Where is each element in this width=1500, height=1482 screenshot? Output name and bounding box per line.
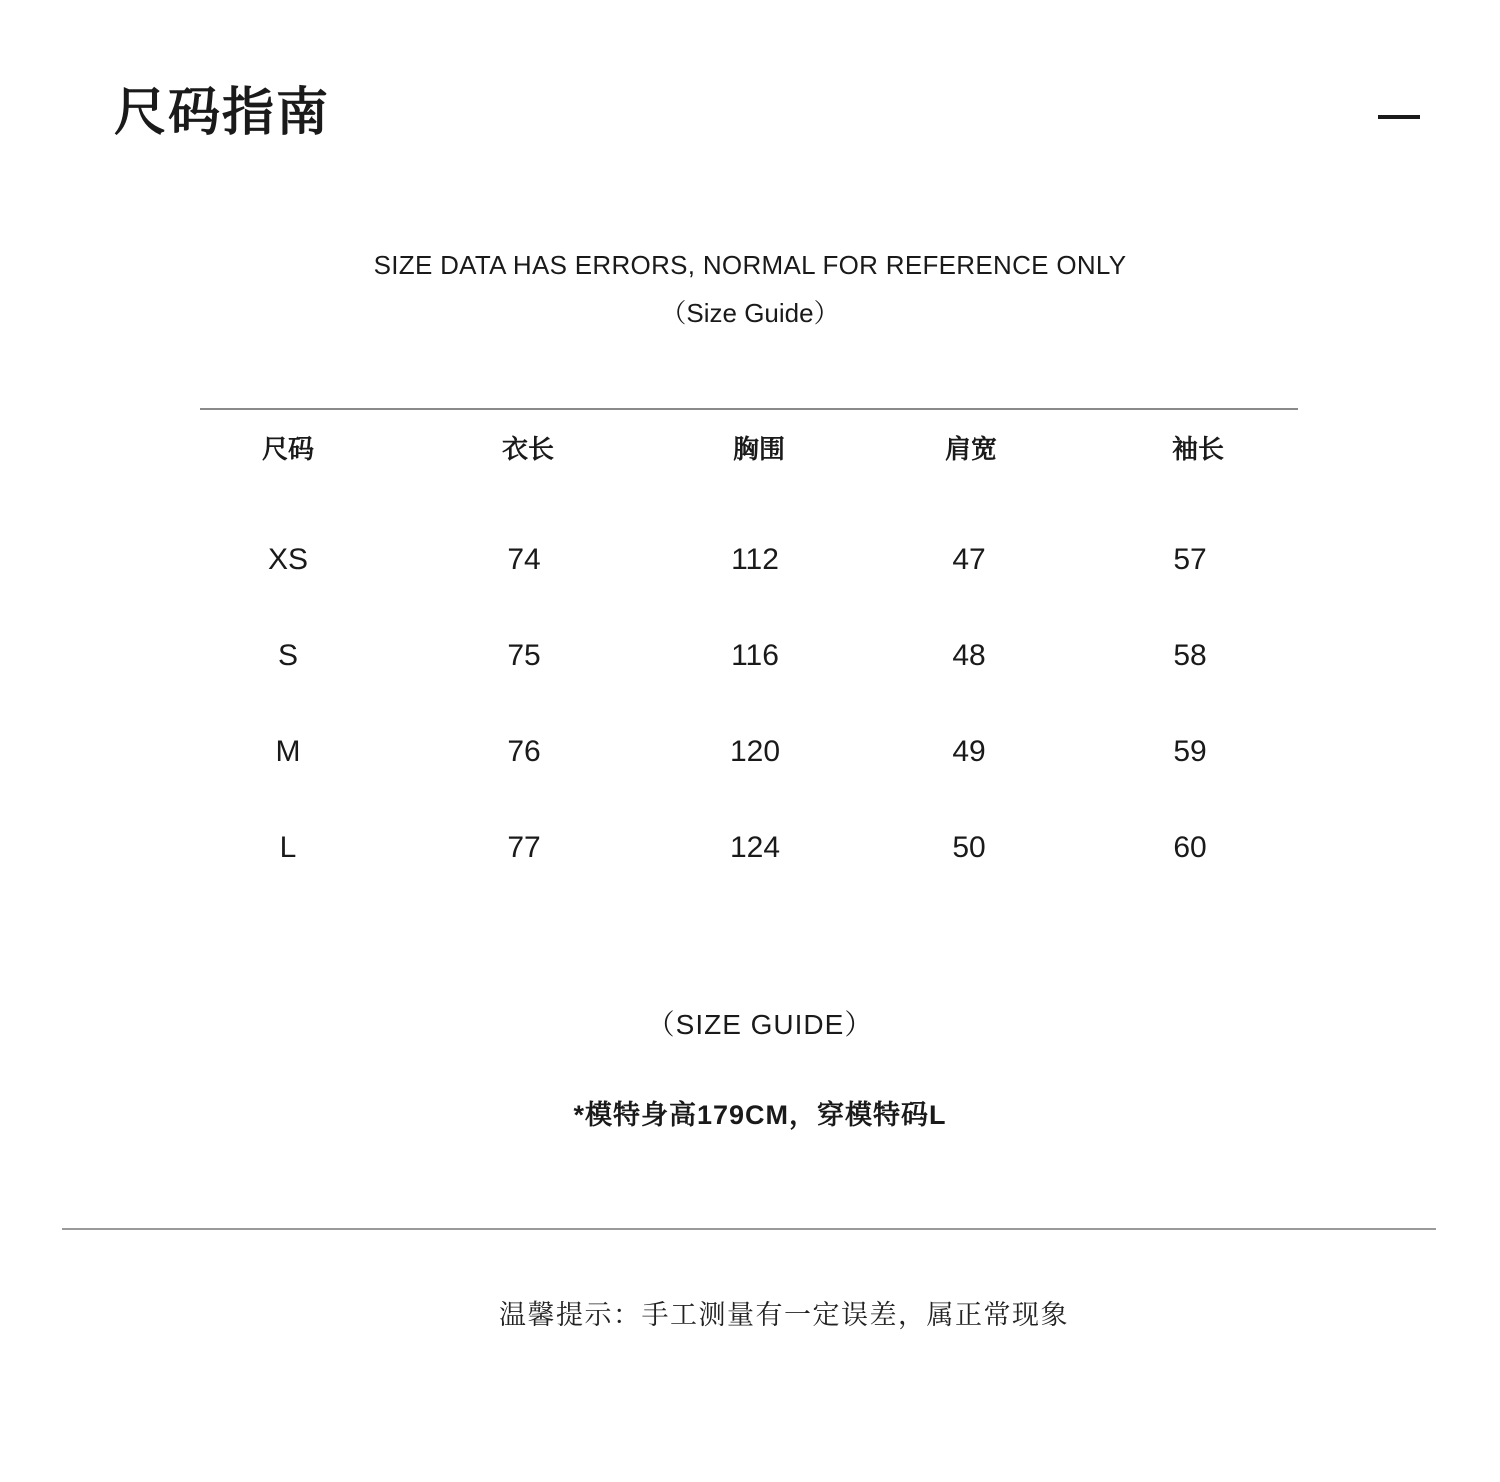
table-cell-length: 74 — [507, 543, 541, 576]
table-cell-shoulder: 50 — [952, 831, 986, 864]
model-note: *模特身高179CM，穿模特码L — [573, 1100, 947, 1130]
table-cell-length: 77 — [507, 831, 541, 864]
warm-tip: 温馨提示：手工测量有一定误差，属正常现象 — [499, 1300, 1069, 1330]
table-cell-shoulder: 48 — [952, 639, 986, 672]
table-cell-sleeve: 58 — [1173, 639, 1207, 672]
table-cell-shoulder: 49 — [952, 735, 986, 768]
column-header-shoulder: 肩宽 — [944, 434, 997, 464]
footer-divider — [62, 1228, 1436, 1230]
column-header-length: 衣长 — [501, 434, 554, 464]
table-cell-chest: 120 — [729, 735, 781, 768]
column-header-sleeve: 袖长 — [1171, 434, 1224, 464]
size-guide-label: （SIZE GUIDE） — [646, 1009, 874, 1040]
table-divider — [200, 408, 1298, 410]
minus-icon[interactable] — [1378, 115, 1420, 119]
table-cell-size: M — [275, 735, 301, 768]
table-cell-sleeve: 59 — [1173, 735, 1207, 768]
table-cell-size: L — [279, 831, 297, 864]
page-title: 尺码指南 — [114, 84, 331, 142]
column-header-size: 尺码 — [261, 434, 314, 464]
table-cell-chest: 116 — [731, 639, 779, 672]
table-cell-sleeve: 60 — [1173, 831, 1207, 864]
table-cell-shoulder: 47 — [952, 543, 986, 576]
column-header-chest: 胸围 — [732, 434, 785, 464]
table-cell-chest: 112 — [731, 543, 779, 576]
reference-notice: SIZE DATA HAS ERRORS, NORMAL FOR REFERENCE ONLY — [373, 250, 1127, 280]
table-cell-size: S — [277, 639, 298, 672]
table-cell-length: 75 — [507, 639, 541, 672]
size-guide-subtitle: （Size Guide） — [660, 298, 840, 328]
table-cell-size: XS — [267, 543, 309, 576]
table-cell-sleeve: 57 — [1173, 543, 1207, 576]
table-cell-length: 76 — [507, 735, 541, 768]
table-cell-chest: 124 — [729, 831, 781, 864]
